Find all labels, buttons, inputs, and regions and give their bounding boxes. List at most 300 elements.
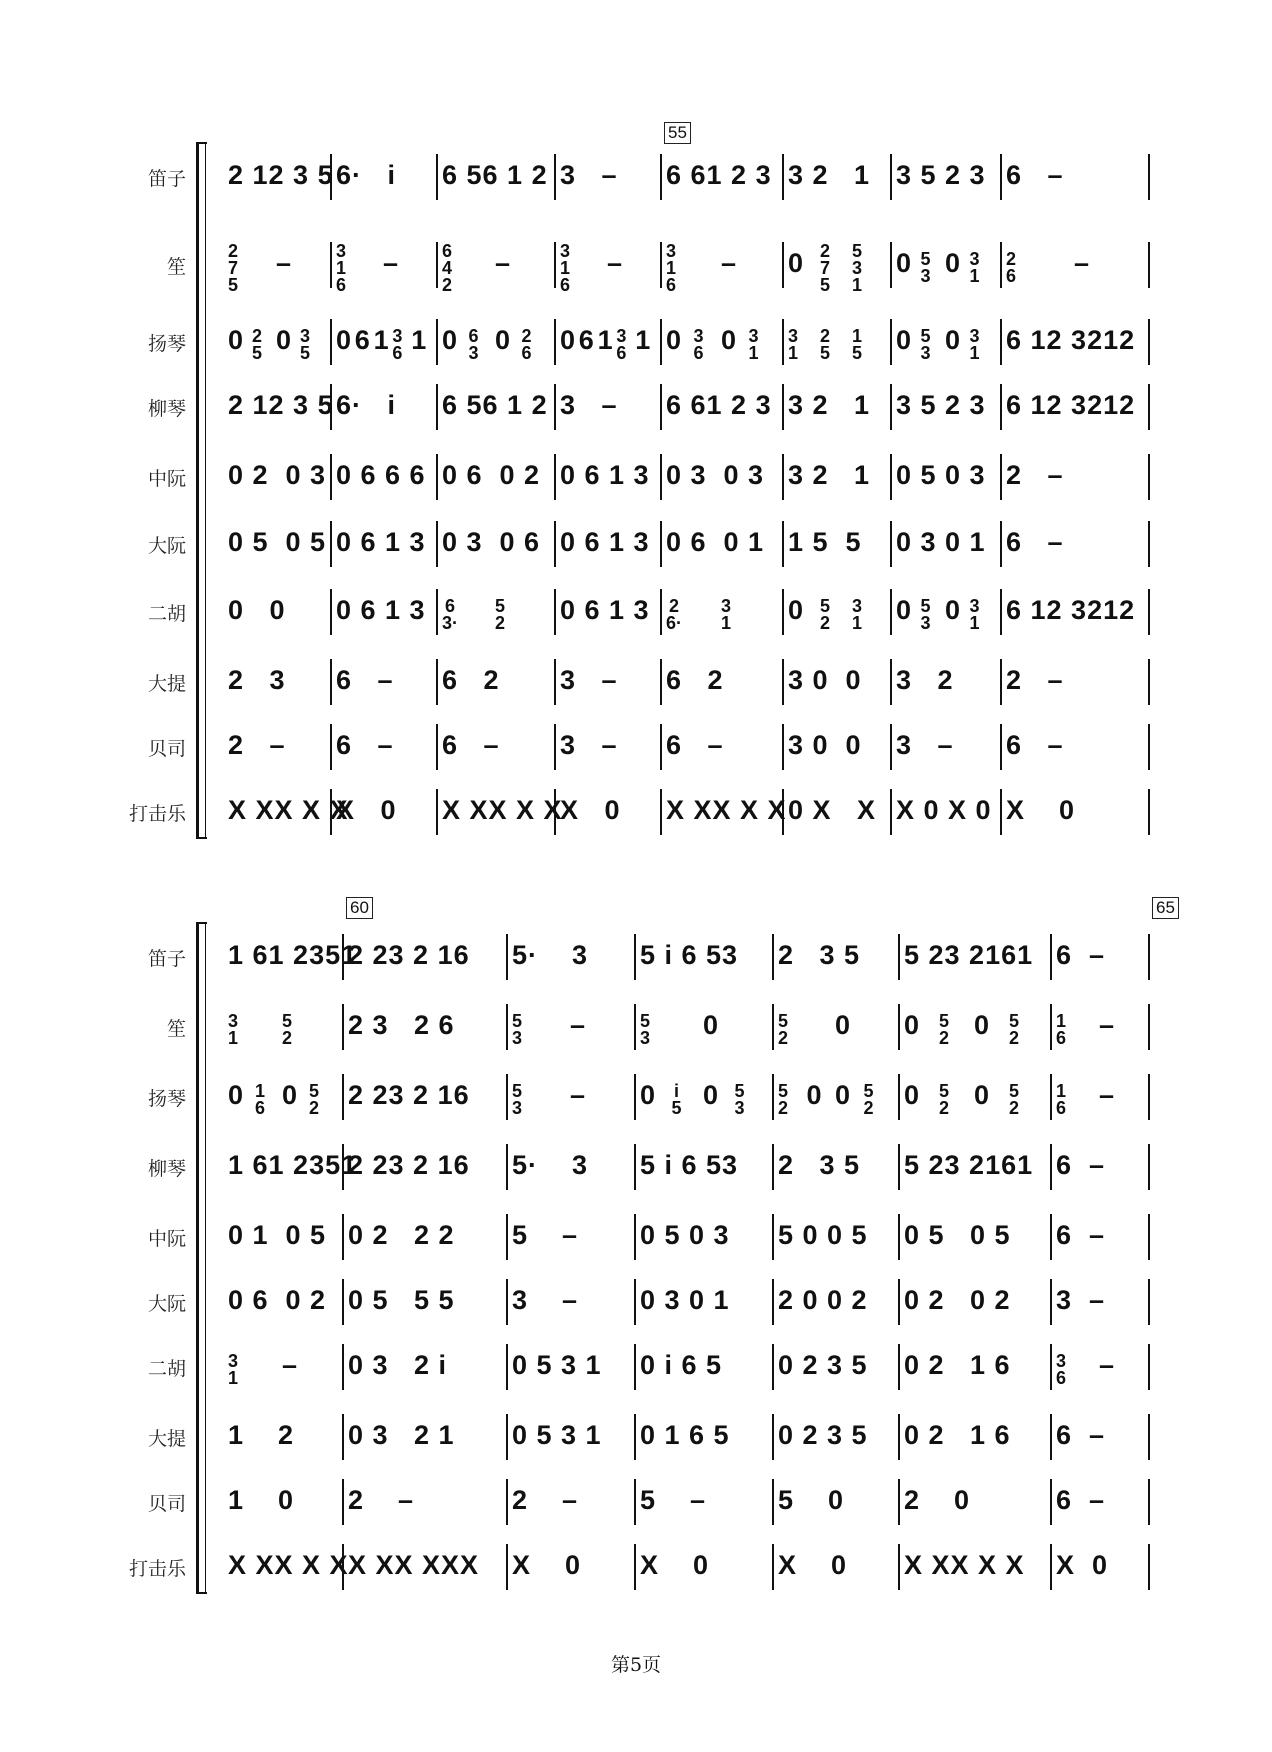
measure-notes: 1 61 2351 [228,1150,358,1180]
bar-line [1148,659,1150,705]
measure-notes: 5· 3 [512,940,589,970]
bar-line [634,1279,636,1325]
measure-notes: 6 – [1006,730,1064,760]
measure-notes: 2 – [1006,460,1064,490]
bar-line [634,1414,636,1460]
bar-line [890,724,892,770]
instrument-label: 大阮 [147,535,186,557]
chord-stack: 6 3 [468,326,479,363]
measure-notes: 2 3 5 [778,1150,861,1180]
note-group: – [1099,1350,1116,1380]
bar-line [898,1344,900,1390]
chord-stack: 2 7 5 [228,240,239,295]
bar-line [772,1544,774,1590]
instrument-label: 贝司 [147,1493,186,1515]
chord-stack: 5 2 [309,1081,320,1118]
measure-notes: 0 2 0 2 [904,1285,1011,1315]
measure-notes: 2 23 2 16 [348,1150,470,1180]
measure-notes: 0 3 0 1 [896,527,986,557]
bar-line [634,1479,636,1525]
note-group: 1 [597,325,614,355]
measure-notes: 6 – [1056,1220,1106,1250]
note-group: 6 [578,325,595,355]
measure-notes: 3 – [560,390,618,420]
bar-line [436,319,438,365]
bar-line [506,1004,508,1050]
note-group: – [570,1080,587,1110]
bar-line [782,724,784,770]
chord-stack: 5 3 1 [852,240,863,295]
chord-stack: 5 3 [512,1081,523,1118]
measure-notes: 6 – [336,665,394,695]
chord-stack: 2 5 [820,326,831,363]
chord-stack: 5 2 [939,1011,950,1048]
instrument-row [0,1000,1272,1052]
chord-stack: 5 2 [939,1081,950,1118]
bar-line [782,154,784,200]
note-group: 0 [703,1080,720,1110]
note-group: 0 [640,1080,657,1110]
bar-line [660,154,662,200]
bar-line [506,1144,508,1190]
chord-stack: 5 3 [920,326,931,363]
bar-line [436,242,438,288]
instrument-row [0,785,1272,837]
bar-line [898,1544,900,1590]
chord-stack: 5 2 [1009,1081,1020,1118]
bar-line [782,319,784,365]
instrument-row [0,380,1272,432]
bar-line [782,454,784,500]
note-group: 0 [904,1080,921,1110]
chord-stack: 3 6 [392,326,403,363]
measure-notes: 0 5 0 3 [896,460,986,490]
chord-stack: 5 3 [640,1011,651,1048]
note-group: 0 [228,325,245,355]
instrument-label: 打击乐 [128,803,186,825]
measure-notes: 6 61 2 3 [666,160,772,190]
measure-notes: 0 6 0 1 [666,527,765,557]
measure-notes: 0 3 0 3 [666,460,765,490]
measure-notes: X XX X X [904,1550,1025,1580]
measure-notes: 0 2 1 6 [904,1350,1011,1380]
measure-notes: 3 5 2 3 [896,160,986,190]
chord-stack: 5 3 [920,249,931,286]
instrument-row [0,1340,1272,1392]
measure-notes: 2 12 3 5 [228,160,334,190]
chord-stack: 3 1 [852,596,863,633]
measure-notes: 5 0 0 5 [778,1220,868,1250]
bar-line [506,1279,508,1325]
measure-notes: 0 5 3 1 [512,1420,602,1450]
note-group: 0 [974,1080,991,1110]
bar-line [1000,724,1002,770]
bar-line [1148,1279,1150,1325]
bar-line [506,1479,508,1525]
note-group: 0 [835,1010,852,1040]
bar-line [898,1074,900,1120]
instrument-row [0,1475,1272,1527]
chord-stack: 2 5 [252,326,263,363]
bar-line [436,521,438,567]
bar-line [342,1479,344,1525]
note-group: 0 [282,1080,299,1110]
bar-line [1148,1344,1150,1390]
bar-line [330,521,332,567]
measure-notes: 5 – [512,1220,579,1250]
instrument-label: 笛子 [147,948,186,970]
bar-line [1000,384,1002,430]
note-group: 0 [788,248,805,278]
chord-stack: 5 2 [863,1081,874,1118]
chord-stack: 2 6· [666,596,683,633]
measure-notes: 1 2 [228,1420,295,1450]
chord-stack: 5 2 [778,1011,789,1048]
measure-notes: 0 5 3 1 [512,1350,602,1380]
bar-line [330,589,332,635]
measure-notes: 0 3 0 1 [640,1285,730,1315]
measure-notes: 2 23 2 16 [348,940,470,970]
measure-notes: 2 23 2 16 [348,1080,470,1110]
bar-line [1050,1004,1052,1050]
chord-stack: 3 1 [721,596,732,633]
bar-line [1148,1544,1150,1590]
measure-notes: 3 5 2 3 [896,390,986,420]
measure-notes: 6 – [1056,940,1106,970]
measure-notes: 0 2 1 6 [904,1420,1011,1450]
measure-notes: 0 5 5 5 [348,1285,455,1315]
measure-notes: 6 – [1056,1420,1106,1450]
bar-line [342,1344,344,1390]
bar-line [898,1144,900,1190]
measure-notes: 0 1 6 5 [640,1420,730,1450]
measure-notes: 6· i [336,160,397,190]
bar-line [634,1544,636,1590]
chord-stack: i 5 [671,1081,682,1118]
measure-notes: X 0 [336,795,397,825]
instrument-label: 笙 [166,256,186,278]
chord-stack: 3 6 [1056,1351,1067,1388]
bar-line [554,154,556,200]
bar-line [1148,319,1150,365]
bar-line [342,1279,344,1325]
measure-notes: 0 6 0 2 [228,1285,327,1315]
measure-notes: 6 – [442,730,500,760]
bar-line [1050,1144,1052,1190]
measure-notes: 6 12 3212 [1006,325,1136,355]
note-group: 1 [373,325,390,355]
note-group: 0 [945,595,962,625]
bar-line [772,1279,774,1325]
chord-stack: 5 2 [778,1081,789,1118]
bar-line [660,789,662,835]
chord-stack: 5 3 [734,1081,745,1118]
measure-notes: 0 5 0 3 [640,1220,730,1250]
note-group: 0 [276,325,293,355]
bar-line [1000,319,1002,365]
measure-notes: 6 2 [666,665,724,695]
bar-line [436,724,438,770]
bar-line [898,1214,900,1260]
page-number: 第5页 [610,1654,662,1676]
bar-line [634,1344,636,1390]
bar-line [772,1479,774,1525]
measure-notes: 3 – [560,665,618,695]
bar-line [890,789,892,835]
measure-notes: X XX X X [666,795,787,825]
instrument-label: 打击乐 [128,1558,186,1580]
instrument-label: 大阮 [147,1293,186,1315]
bar-line [782,384,784,430]
measure-notes: 6 12 3212 [1006,595,1136,625]
measure-notes: X XX X X [228,1550,349,1580]
bar-line [1050,1074,1052,1120]
chord-stack: 3 1 [788,326,799,363]
bar-line [660,319,662,365]
measure-notes: 0 2 0 3 [228,460,327,490]
bar-line [1000,521,1002,567]
measure-notes: 6 – [1056,1485,1106,1515]
measure-notes: 5 23 2161 [904,940,1034,970]
bar-line [890,454,892,500]
measure-notes: 0 2 3 5 [778,1420,868,1450]
measure-notes: 2 3 2 6 [348,1010,455,1040]
measure-notes: X 0 [778,1550,848,1580]
bar-line [772,934,774,980]
measure-notes: 6 56 1 2 [442,390,548,420]
measure-notes: 3 2 1 [788,460,871,490]
measure-notes: 2 – [512,1485,579,1515]
note-group: – [383,248,400,278]
chord-stack: 3 6 [693,326,704,363]
bar-line [782,589,784,635]
chord-stack: 5 2 [1009,1011,1020,1048]
measure-notes: 3 – [1056,1285,1106,1315]
note-group: 0 [806,1080,823,1110]
measure-notes: 0 6 6 6 [336,460,426,490]
measure-notes: 3 2 1 [788,160,871,190]
bar-line [1148,521,1150,567]
chord-stack: 3 1 [969,326,980,363]
rehearsal-mark: 55 [664,122,691,144]
bar-line [330,724,332,770]
measure-notes: 2 3 [228,665,286,695]
note-group: – [607,248,624,278]
measure-notes: 2 12 3 5 [228,390,334,420]
measure-notes: 6 – [336,730,394,760]
chord-stack: 3 5 [300,326,311,363]
bar-line [1050,1214,1052,1260]
bar-line [1148,154,1150,200]
instrument-row [0,1275,1272,1327]
instrument-label: 扬琴 [147,333,186,355]
chord-stack: 5 3 [512,1011,523,1048]
chord-stack: 3 1 6 [560,240,571,295]
note-group: 0 [666,325,683,355]
measure-notes: 1 0 [228,1485,295,1515]
bar-line [660,242,662,288]
bar-line [660,659,662,705]
bar-line [506,934,508,980]
bar-line [330,454,332,500]
measure-notes: 0 6 0 2 [442,460,541,490]
instrument-label: 二胡 [147,603,186,625]
bar-line [782,659,784,705]
bar-line [772,1144,774,1190]
bar-line [342,1004,344,1050]
measure-notes: 1 5 5 [788,527,862,557]
note-group: 0 [788,595,805,625]
note-group: – [1074,248,1091,278]
bar-line [436,659,438,705]
measure-notes: X 0 [1006,795,1076,825]
bar-line [330,319,332,365]
measure-notes: 2 3 5 [778,940,861,970]
chord-stack: 1 6 [1056,1081,1067,1118]
bar-line [436,454,438,500]
note-group: 0 [904,1010,921,1040]
bar-line [1148,384,1150,430]
bar-line [554,319,556,365]
instrument-label: 笙 [166,1018,186,1040]
bar-line [554,454,556,500]
note-group: 0 [336,325,353,355]
measure-notes: 3 0 0 [788,730,862,760]
bar-line [1000,154,1002,200]
bar-line [1148,724,1150,770]
bar-line [890,154,892,200]
measure-notes: 0 6 1 3 [336,595,426,625]
chord-stack: 1 6 [255,1081,266,1118]
bar-line [890,319,892,365]
instrument-row [0,1070,1272,1122]
bar-line [554,384,556,430]
note-group: 0 [896,248,913,278]
bar-line [554,589,556,635]
note-group: 6 [354,325,371,355]
measure-notes: 6 2 [442,665,500,695]
bar-line [1000,242,1002,288]
bar-line [660,521,662,567]
chord-stack: 3 1 6 [336,240,347,295]
bar-line [660,384,662,430]
note-group: 0 [835,1080,852,1110]
measure-notes: 6 – [1056,1150,1106,1180]
measure-notes: 0 2 2 2 [348,1220,455,1250]
note-group: – [721,248,738,278]
measure-notes: 1 61 2351 [228,940,358,970]
bar-line [1148,1004,1150,1050]
instrument-row [0,585,1272,637]
measure-notes: 5 23 2161 [904,1150,1034,1180]
instrument-row [0,1540,1272,1592]
bar-line [1000,454,1002,500]
measure-notes: 0 6 1 3 [560,595,650,625]
instrument-label: 大提 [147,673,186,695]
instrument-row [0,238,1272,295]
bar-line [634,1144,636,1190]
measure-notes: 3 2 [896,665,954,695]
bar-line [898,1414,900,1460]
measure-notes: X XX X X [228,795,349,825]
chord-stack: 6 3· [442,596,459,633]
bar-line [554,521,556,567]
instrument-label: 扬琴 [147,1088,186,1110]
bar-line [1148,1144,1150,1190]
bar-line [890,589,892,635]
instrument-label: 中阮 [147,1228,186,1250]
measure-notes: X 0 [640,1550,710,1580]
measure-notes: 0 X X [788,795,877,825]
measure-notes: 3 2 1 [788,390,871,420]
measure-notes: 3 – [560,730,618,760]
note-group: – [1099,1080,1116,1110]
measure-notes: 3 – [560,160,618,190]
bar-line [634,1004,636,1050]
chord-stack: 3 1 [228,1351,239,1388]
bar-line [506,1074,508,1120]
measure-notes: 5· 3 [512,1150,589,1180]
bar-line [898,1479,900,1525]
measure-notes: 5 i 6 53 [640,1150,739,1180]
measure-notes: 6· i [336,390,397,420]
bar-line [898,1004,900,1050]
note-group: – [282,1350,299,1380]
bar-line [898,1279,900,1325]
chord-stack: 2 6 [521,326,532,363]
bar-line [1050,934,1052,980]
bar-line [634,934,636,980]
instrument-label: 二胡 [147,1358,186,1380]
bar-line [890,659,892,705]
bar-line [1148,1214,1150,1260]
bar-line [436,789,438,835]
measure-notes: X 0 [1056,1550,1109,1580]
note-group: 0 [974,1010,991,1040]
instrument-row [0,1140,1272,1192]
chord-stack: 1 6 [1056,1011,1067,1048]
instrument-row [0,655,1272,707]
note-group: 0 [228,1080,245,1110]
bar-line [1148,934,1150,980]
measure-notes: 2 – [348,1485,415,1515]
chord-stack: 3 1 6 [666,240,677,295]
bar-line [1148,454,1150,500]
note-group: 0 [495,325,512,355]
note-group: 0 [703,1010,720,1040]
bar-line [554,242,556,288]
bar-line [772,1414,774,1460]
bar-line [506,1214,508,1260]
bar-line [1000,589,1002,635]
bar-line [772,1074,774,1120]
measure-notes: 6 61 2 3 [666,390,772,420]
bar-line [890,384,892,430]
measure-notes: X 0 X 0 [896,795,992,825]
instrument-row [0,1410,1272,1462]
note-group: – [1099,1010,1116,1040]
measure-notes: 2 0 0 2 [778,1285,868,1315]
bar-line [1148,1479,1150,1525]
measure-notes: 0 6 1 3 [560,460,650,490]
measure-notes: X 0 [512,1550,582,1580]
measure-notes: 0 3 2 i [348,1350,448,1380]
bar-line [342,1414,344,1460]
bar-line [660,724,662,770]
bar-line [1000,659,1002,705]
bar-line [782,521,784,567]
measure-notes: 6 – [1006,527,1064,557]
